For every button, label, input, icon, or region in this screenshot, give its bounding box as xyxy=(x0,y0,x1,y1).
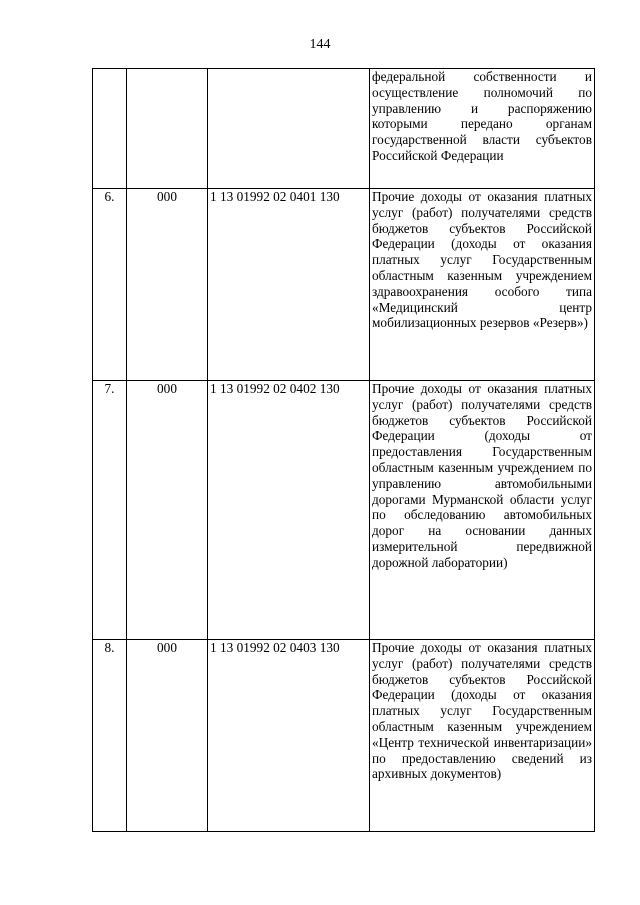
admin-code: 000 xyxy=(127,381,208,640)
budget-classification-code: 1 13 01992 02 0402 130 xyxy=(208,381,370,640)
budget-classification-code: 1 13 01992 02 0403 130 xyxy=(208,640,370,832)
revenue-description: Прочие доходы от оказания платных услуг (работ) получателями средств бюджетов субъектов Российской Федерации (доходы от оказания платных услуг Государственным областным казенным учреждением «Центр технической инвентаризации» по предоставлению сведений из архивных документов) xyxy=(370,640,595,832)
revenue-description: Прочие доходы от оказания платных услуг (работ) получателями средств бюджетов субъектов Российской Федерации (доходы от предоставления Государственным областным казенным учреждением по управлению автомобильными дорогами Мурманской области услуг по обследованию автомобильных дорог на основании данных измерительной передвижной дорожной лаборатории) xyxy=(370,381,595,640)
row-number: 8. xyxy=(93,640,127,832)
row-number: 6. xyxy=(93,189,127,381)
row-number: 7. xyxy=(93,381,127,640)
admin-code xyxy=(127,69,208,189)
table-row xyxy=(93,640,595,832)
table-row xyxy=(93,189,595,381)
budget-classification-code: 1 13 01992 02 0401 130 xyxy=(208,189,370,381)
revenue-table xyxy=(92,68,595,832)
table-row xyxy=(93,69,595,189)
budget-classification-code xyxy=(208,69,370,189)
admin-code: 000 xyxy=(127,640,208,832)
row-number xyxy=(93,69,127,189)
revenue-description: Прочие доходы от оказания платных услуг (работ) получателями средств бюджетов субъектов Российской Федерации (доходы от оказания платных услуг Государственным областным казенным учреждением здравоохранения особого типа «Медицинский центр мобилизационных резервов «Резерв») xyxy=(370,189,595,381)
admin-code: 000 xyxy=(127,189,208,381)
table-row xyxy=(93,381,595,640)
page-number: 144 xyxy=(309,37,331,52)
revenue-description: федеральной собственности и осуществление полномочий по управлению и распоряжению которыми передано органам государственной власти субъектов Российской Федерации xyxy=(370,69,595,189)
